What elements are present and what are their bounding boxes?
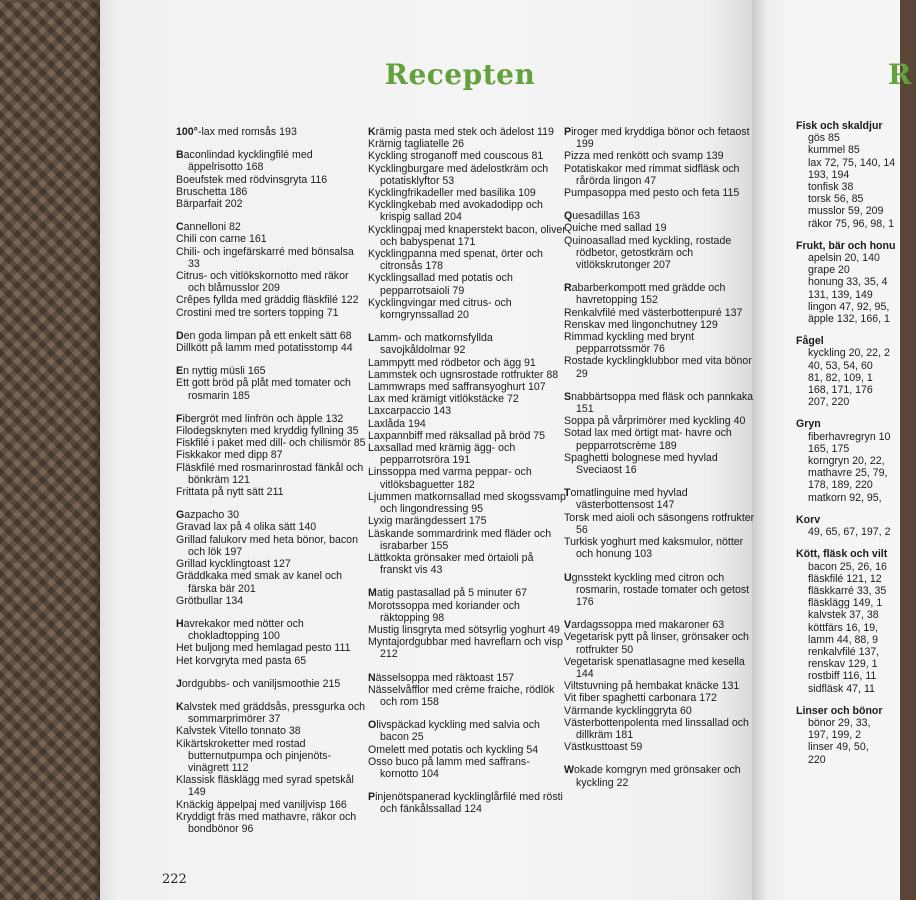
ingredient-entry: grape 20 bbox=[808, 264, 850, 277]
recipe-entry: Soppa på vårprimörer med kyckling 40 bbox=[564, 415, 746, 428]
recipe-entry: Vegetarisk pytt på linser, grönsaker och rotfrukter 50 bbox=[564, 631, 749, 656]
recipe-entry: Het korvgryta med pasta 65 bbox=[176, 654, 307, 667]
recipe-entry: Vit fiber spaghetti carbonara 172 bbox=[564, 692, 717, 705]
recipe-entry: Baconlindad kycklingfilé med äppelrisotto 168 bbox=[176, 149, 313, 174]
recipe-entry: Kryddigt fräs med mathavre, räkor och bondbönor 96 bbox=[176, 810, 357, 835]
recipe-entry: Torsk med aioli och säsongens rotfrukter 56 bbox=[564, 511, 755, 536]
recipe-entry: Vegetarisk spenatlasagne med kesella 144 bbox=[564, 655, 745, 680]
ingredient-entry: 207, 220 bbox=[808, 396, 850, 409]
recipe-entry: Kycklingfrikadeller med basilika 109 bbox=[368, 187, 536, 200]
recipe-entry: Linssoppa med varma peppar- och vitlöksbaguetter 182 bbox=[368, 466, 532, 491]
letter-group bbox=[368, 791, 566, 815]
ingredient-section bbox=[796, 548, 916, 694]
ingredient-entry: gös 85 bbox=[808, 132, 840, 145]
ingredient-entry: renskav 129, 1 bbox=[808, 658, 878, 671]
recipe-entry: Kycklingsallad med potatis och pepparrotsaioli 79 bbox=[368, 272, 513, 297]
recipe-entry: Kalvstek med gräddsås, pressgurka och sommarprimörer 37 bbox=[176, 700, 366, 726]
recipe-entry: Chili- och ingefärskarré med bönsalsa 33 bbox=[176, 245, 354, 270]
recipe-entry: Rabarberkompott med grädde och havretopping 152 bbox=[564, 282, 726, 307]
recipe-entry: Pumpasoppa med pesto och feta 115 bbox=[564, 187, 740, 200]
ingredient-entry: fläsklägg 149, 1 bbox=[808, 597, 883, 610]
ingredient-section bbox=[796, 335, 916, 408]
recipe-entry: Frittata på nytt sätt 211 bbox=[176, 486, 284, 499]
recipe-entry: Mustig linsgryta med sötsyrlig yoghurt 49 bbox=[368, 623, 560, 636]
recipe-entry: Wokade korngryn med grönsaker och kyckling 22 bbox=[564, 764, 741, 789]
recipe-entry: Gazpacho 30 bbox=[176, 509, 240, 522]
ingredient-section bbox=[796, 418, 916, 503]
recipe-entry: Gräddkaka med smak av kanel och färska bär 201 bbox=[176, 570, 343, 595]
ingredient-section bbox=[796, 514, 916, 538]
recipe-entry: Bärparfait 202 bbox=[176, 198, 243, 211]
recipe-entry: Dillkött på lamm med potatisstomp 44 bbox=[176, 342, 353, 355]
recipe-entry: Potatiskakor med rimmat sidfläsk och rårörda lingon 47 bbox=[564, 162, 740, 187]
recipe-entry: Crêpes fyllda med gräddig fläskfilé 122 bbox=[176, 294, 359, 307]
recipe-entry: Ett gott bröd på plåt med tomater och rosmarin 185 bbox=[176, 377, 351, 402]
index-column-1 bbox=[176, 126, 366, 846]
right-page-title-fragment: R bbox=[888, 58, 912, 91]
ingredient-section bbox=[796, 120, 916, 230]
ingredient-entry: 40, 53, 54, 60 bbox=[808, 359, 873, 372]
recipe-entry: Fiskfilé i paket med dill- och chilismör 85 bbox=[176, 437, 366, 450]
recipe-entry: Klassisk fläsklägg med syrad spetskål 149 bbox=[176, 774, 354, 799]
recipe-entry: Fiskkakor med dipp 87 bbox=[176, 449, 283, 462]
recipe-entry: Lammwraps med saffransyoghurt 107 bbox=[368, 381, 546, 394]
ingredient-index-column bbox=[796, 120, 916, 776]
recipe-entry: Pizza med renkött och svamp 139 bbox=[564, 150, 724, 163]
ingredient-entry: 220 bbox=[808, 753, 826, 766]
letter-group bbox=[176, 365, 366, 402]
recipe-entry: Gravad lax på 4 olika sätt 140 bbox=[176, 521, 317, 534]
ingredient-entry: fläskkarré 33, 35 bbox=[808, 584, 887, 597]
ingredient-entry: mathavre 25, 79, bbox=[808, 467, 888, 480]
recipe-entry: Laxsallad med krämig ägg- och pepparrotsröra 191 bbox=[368, 442, 516, 467]
recipe-entry: Crostini med tre sorters topping 71 bbox=[176, 306, 339, 319]
recipe-entry: Nässelvåfflor med crème fraiche, rödlök och rom 158 bbox=[368, 683, 555, 708]
recipe-entry: Kycklingburgare med ädelostkräm och potatisklyftor 53 bbox=[368, 162, 549, 187]
ingredient-entry: 165, 175 bbox=[808, 442, 850, 455]
recipe-entry: Sotad lax med örtigt mat- havre och pepparrotscrème 189 bbox=[564, 427, 732, 452]
ingredient-category: Linser och bönor bbox=[796, 704, 883, 717]
recipe-entry: Nässelsoppa med räktoast 157 bbox=[368, 671, 515, 684]
recipe-entry: Jordgubbs- och vaniljsmoothie 215 bbox=[176, 677, 341, 690]
letter-group bbox=[176, 149, 366, 210]
letter-group bbox=[176, 221, 366, 319]
letter-group bbox=[176, 509, 366, 607]
page-title: Recepten bbox=[384, 58, 536, 91]
ingredient-entry: 178, 189, 220 bbox=[808, 479, 873, 492]
ingredient-entry: 49, 65, 67, 197, 2 bbox=[808, 526, 891, 539]
recipe-entry: Snabbärtsoppa med fläsk och pannkaka 151 bbox=[564, 390, 754, 416]
letter-group bbox=[564, 282, 760, 380]
ingredient-entry: fläskfilé 121, 12 bbox=[808, 572, 882, 585]
letter-group bbox=[176, 618, 366, 667]
recipe-entry: Quesadillas 163 bbox=[564, 210, 640, 223]
letter-group bbox=[564, 619, 760, 753]
recipe-entry: Renkalvfilé med västerbottenpuré 137 bbox=[564, 306, 743, 319]
ingredient-entry: lingon 47, 92, 95, bbox=[808, 300, 890, 313]
letter-group bbox=[564, 572, 760, 609]
recipe-entry: 100°-lax med romsås 193 bbox=[176, 126, 297, 138]
recipe-entry: Ugnsstekt kyckling med citron och rosmarin, rostade tomater och getost 176 bbox=[564, 571, 750, 608]
letter-group bbox=[564, 487, 760, 560]
recipe-entry: Vardagssoppa med makaroner 63 bbox=[564, 619, 725, 632]
ingredient-category: Kött, fläsk och vilt bbox=[796, 548, 888, 561]
recipe-entry: Läskande sommardrink med fläder och israbarber 155 bbox=[368, 527, 552, 552]
ingredient-section bbox=[796, 240, 916, 325]
recipe-entry: Laxlåda 194 bbox=[368, 417, 426, 430]
letter-group bbox=[564, 764, 760, 788]
recipe-entry: Tomatlinguine med hyvlad västerbottensost 147 bbox=[564, 487, 688, 512]
recipe-entry: Citrus- och vitlökskornotto med räkor och blåmusslor 209 bbox=[176, 270, 349, 295]
recipe-entry: Quinoasallad med kyckling, rostade rödbetor, getostkräm och vitlökskrutonger 207 bbox=[564, 234, 732, 272]
ingredient-entry: matkorn 92, 95, bbox=[808, 491, 882, 504]
recipe-entry: Cannelloni 82 bbox=[176, 221, 241, 234]
ingredient-entry: bacon 25, 26, 16 bbox=[808, 560, 887, 573]
recipe-entry: Myntajordgubbar med havreflarn och visp 212 bbox=[368, 636, 563, 661]
letter-group bbox=[368, 587, 566, 660]
ingredient-entry: tonfisk 38 bbox=[808, 181, 854, 194]
ingredient-entry: lax 72, 75, 140, 14 bbox=[808, 156, 896, 169]
ingredient-entry: lamm 44, 88, 9 bbox=[808, 633, 879, 646]
recipe-entry: Kycklingvingar med citrus- och korngrynssallad 20 bbox=[368, 296, 512, 322]
recipe-entry: Lammpytt med rödbetor och ägg 91 bbox=[368, 356, 536, 369]
recipe-entry: Bruschetta 186 bbox=[176, 185, 248, 198]
recipe-entry: Lättkokta grönsaker med örtaioli på franskt vis 43 bbox=[368, 551, 534, 577]
recipe-entry: Lyxig marängdessert 175 bbox=[368, 515, 487, 528]
recipe-entry: Kycklingpanna med spenat, örter och citronsås 178 bbox=[368, 248, 543, 273]
recipe-entry: Lamm- och matkornsfyllda savojkåldolmar 92 bbox=[368, 332, 493, 357]
recipe-entry: Laxpannbiff med räksallad på bröd 75 bbox=[368, 429, 546, 442]
letter-group bbox=[564, 391, 760, 476]
recipe-entry: Quiche med sallad 19 bbox=[564, 222, 667, 235]
recipe-entry: Matig pastasallad på 5 minuter 67 bbox=[368, 587, 528, 600]
recipe-entry: En nyttig müsli 165 bbox=[176, 365, 266, 378]
letter-group bbox=[176, 701, 366, 835]
ingredient-entry: 131, 139, 149 bbox=[808, 288, 873, 301]
recipe-entry: Viltstuvning på hembakat knäcke 131 bbox=[564, 680, 740, 693]
ingredient-category: Korv bbox=[796, 513, 821, 526]
recipe-entry: Västerbottenpolenta med linssallad och dillkräm 181 bbox=[564, 716, 749, 741]
ingredient-category: Fisk och skaldjur bbox=[796, 120, 883, 132]
ingredient-entry: kummel 85 bbox=[808, 144, 860, 157]
ingredient-entry: köttfärs 16, 19, bbox=[808, 621, 879, 634]
recipe-entry: Osso buco på lamm med saffrans-kornotto 104 bbox=[368, 755, 530, 780]
recipe-entry: Lammstek och ugnsrostade rotfrukter 88 bbox=[368, 368, 559, 381]
recipe-entry: Renskav med lingonchutney 129 bbox=[564, 318, 718, 331]
recipe-entry: Boeufstek med rödvinsgryta 116 bbox=[176, 173, 328, 186]
ingredient-entry: 168, 171, 176 bbox=[808, 384, 873, 397]
recipe-entry: Grillad falukorv med heta bönor, bacon och lök 197 bbox=[176, 533, 358, 558]
letter-group bbox=[368, 332, 566, 576]
recipe-entry: Omelett med potatis och kyckling 54 bbox=[368, 743, 539, 756]
ingredient-entry: honung 33, 35, 4 bbox=[808, 276, 888, 289]
recipe-entry: Piroger med kryddiga bönor och fetaost 199 bbox=[564, 126, 750, 151]
ingredient-entry: korngryn 20, 22, bbox=[808, 455, 885, 468]
recipe-entry: Lax med krämigt vitlökstäcke 72 bbox=[368, 393, 519, 406]
recipe-entry: Västkusttoast 59 bbox=[564, 741, 643, 754]
recipe-entry: Chili con carne 161 bbox=[176, 233, 267, 246]
index-column-2 bbox=[368, 126, 566, 827]
ingredient-entry: räkor 75, 96, 98, 1 bbox=[808, 217, 894, 230]
ingredient-entry: linser 49, 50, bbox=[808, 741, 869, 754]
recipe-entry: Krämig pasta med stek och ädelost 119 bbox=[368, 126, 554, 138]
recipe-entry: Laxcarpaccio 143 bbox=[368, 405, 452, 418]
ingredient-entry: fiberhavregryn 10 bbox=[808, 430, 891, 443]
recipe-entry: Fläskfilé med rosmarinrostad fänkål och bönkräm 121 bbox=[176, 461, 364, 486]
ingredient-entry: äpple 132, 166, 1 bbox=[808, 313, 890, 326]
letter-group bbox=[368, 126, 566, 321]
ingredient-entry: 197, 199, 2 bbox=[808, 729, 862, 742]
recipe-entry: Den goda limpan på ett enkelt sätt 68 bbox=[176, 329, 352, 342]
recipe-entry: Pinjenötspanerad kycklinglårfilé med rösti och fänkålssallad 124 bbox=[368, 791, 563, 816]
index-column-3 bbox=[564, 126, 760, 800]
ingredient-entry: sidfläsk 47, 11 bbox=[808, 682, 875, 695]
recipe-entry: Het buljong med hemlagad pesto 111 bbox=[176, 642, 351, 655]
ingredient-entry: torsk 56, 85 bbox=[808, 193, 864, 206]
recipe-entry: Rostade kycklingklubbor med vita bönor 29 bbox=[564, 355, 752, 380]
letter-group bbox=[564, 210, 760, 271]
ingredient-entry: apelsin 20, 140 bbox=[808, 252, 880, 265]
ingredient-entry: musslor 59, 209 bbox=[808, 205, 884, 218]
recipe-entry: Värmande kycklinggryta 60 bbox=[564, 704, 692, 717]
ingredient-entry: renkalvfilé 137, bbox=[808, 645, 880, 658]
recipe-entry: Krämig tagliatelle 26 bbox=[368, 138, 464, 151]
ingredient-section bbox=[796, 705, 916, 766]
ingredient-entry: 81, 82, 109, 1 bbox=[808, 371, 873, 384]
letter-group bbox=[176, 678, 366, 690]
recipe-entry: Rimmad kyckling med brynt pepparrotssmör 76 bbox=[564, 331, 695, 356]
ingredient-category: Gryn bbox=[796, 418, 821, 431]
recipe-entry: Kalvstek Vitello tonnato 38 bbox=[176, 725, 301, 738]
recipe-entry: Fibergröt med linfrön och äpple 132 bbox=[176, 412, 344, 425]
letter-group bbox=[368, 672, 566, 709]
recipe-entry: Ljummen matkornsallad med skogssvamp och lingondressing 95 bbox=[368, 490, 566, 516]
recipe-entry: Grötbullar 134 bbox=[176, 594, 244, 607]
recipe-entry: Knäckig äppelpaj med vaniljvisp 166 bbox=[176, 798, 347, 811]
ingredient-entry: rostbiff 116, 11 bbox=[808, 670, 877, 683]
recipe-entry: Turkisk yoghurt med kaksmulor, nötter och honung 103 bbox=[564, 536, 744, 561]
recipe-entry: Kycklingkebab med avokadodipp och krispig sallad 204 bbox=[368, 199, 543, 224]
ingredient-entry: kalvstek 37, 38 bbox=[808, 609, 879, 622]
recipe-entry: Spaghetti bolognese med hyvlad Sveciaost 16 bbox=[564, 451, 718, 477]
ingredient-entry: 193, 194 bbox=[808, 168, 850, 181]
recipe-entry: Filodegsknyten med kryddig fyllning 35 bbox=[176, 425, 359, 438]
recipe-entry: Grillad kycklingtoast 127 bbox=[176, 558, 291, 571]
letter-group bbox=[176, 126, 366, 138]
recipe-entry: Kikärtskroketter med rostad butternutpumpa och pinjenöts-vinägrett 112 bbox=[176, 737, 332, 774]
ingredient-category: Frukt, bär och honu bbox=[796, 239, 896, 252]
page-number: 222 bbox=[162, 872, 187, 887]
ingredient-category: Fågel bbox=[796, 335, 824, 348]
letter-group bbox=[564, 126, 760, 199]
recipe-entry: Morotssoppa med koriander och räktopping 98 bbox=[368, 599, 520, 624]
ingredient-entry: kyckling 20, 22, 2 bbox=[808, 347, 890, 360]
recipe-entry: Kyckling stroganoff med couscous 81 bbox=[368, 150, 544, 163]
ingredient-entry: bönor 29, 33, bbox=[808, 716, 871, 729]
letter-group bbox=[368, 719, 566, 780]
letter-group bbox=[176, 413, 366, 498]
recipe-entry: Olivspäckad kyckling med salvia och bacon 25 bbox=[368, 719, 540, 744]
recipe-entry: Havrekakor med nötter och chokladtopping 100 bbox=[176, 617, 304, 643]
recipe-entry: Kycklingpaj med knaperstekt bacon, oliver och babyspenat 171 bbox=[368, 223, 566, 248]
letter-group bbox=[176, 330, 366, 354]
